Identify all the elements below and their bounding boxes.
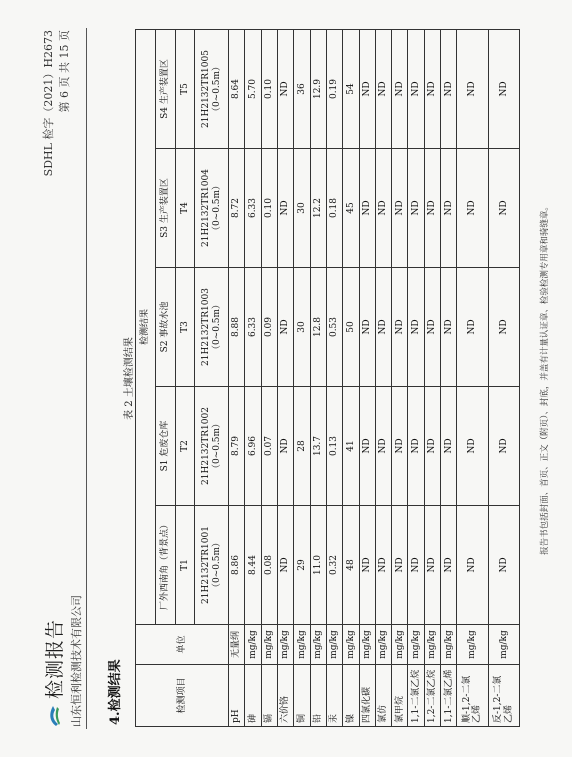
unit-cell: mg/kg — [441, 625, 457, 665]
value-cell: 30 — [294, 149, 310, 268]
value-cell: ND — [359, 387, 375, 506]
unit-cell: mg/kg — [375, 625, 391, 665]
value-cell: 0.13 — [326, 387, 342, 506]
table-caption: 表 2 土壤检测结果 — [124, 337, 135, 420]
table-row — [229, 30, 245, 727]
value-cell: 8.44 — [245, 506, 261, 625]
value-cell: ND — [441, 387, 457, 506]
value-cell: ND — [424, 149, 440, 268]
value-cell: ND — [488, 387, 519, 506]
value-cell: ND — [441, 268, 457, 387]
unit-cell: mg/kg — [245, 625, 261, 665]
value-cell: ND — [457, 387, 488, 506]
item-name: 顺-1,2-二氯乙烯 — [457, 665, 488, 727]
value-cell: ND — [457, 149, 488, 268]
header-unit: 单位 — [136, 625, 229, 665]
item-name: 四氯化碳 — [359, 665, 375, 727]
item-name: 汞 — [326, 665, 342, 727]
value-cell: ND — [441, 149, 457, 268]
value-cell: 50 — [343, 268, 359, 387]
header-row-codes — [176, 30, 195, 727]
item-name: 镍 — [343, 665, 359, 727]
value-cell: ND — [488, 149, 519, 268]
sample-depth: （0~0.5m） — [211, 537, 222, 593]
unit-cell: mg/kg — [294, 625, 310, 665]
value-cell: 0.32 — [326, 506, 342, 625]
table-row — [326, 30, 342, 727]
value-cell: ND — [488, 30, 519, 149]
value-cell: ND — [424, 387, 440, 506]
value-cell: ND — [408, 268, 424, 387]
value-cell: 12.8 — [310, 268, 326, 387]
value-cell: ND — [424, 506, 440, 625]
unit-cell: mg/kg — [408, 625, 424, 665]
item-name: 氯仿 — [375, 665, 391, 727]
company-name: 山东恒利检测技术有限公司 — [70, 595, 83, 727]
item-name: 镉 — [261, 665, 277, 727]
value-cell: ND — [375, 387, 391, 506]
value-cell: ND — [408, 149, 424, 268]
header-logo — [40, 619, 67, 727]
sample-number: 21H2132TR1004 — [201, 169, 212, 247]
value-cell: 6.33 — [245, 149, 261, 268]
header-divider — [86, 28, 87, 729]
value-cell: ND — [441, 30, 457, 149]
sample-cell — [195, 268, 229, 387]
value-cell: ND — [359, 30, 375, 149]
value-cell: ND — [359, 268, 375, 387]
value-cell: 6.96 — [245, 387, 261, 506]
value-cell: ND — [277, 268, 293, 387]
table-row — [310, 30, 326, 727]
soil-results-table — [135, 29, 520, 727]
value-cell: ND — [375, 268, 391, 387]
value-cell: ND — [277, 387, 293, 506]
table-row — [245, 30, 261, 727]
value-cell: 36 — [294, 30, 310, 149]
value-cell: ND — [392, 30, 408, 149]
value-cell: ND — [408, 387, 424, 506]
table-row — [277, 30, 293, 727]
site-code: T5 — [176, 30, 195, 149]
value-cell: 11.0 — [310, 506, 326, 625]
site-code: T1 — [176, 506, 195, 625]
item-name: 反-1,2-二氯乙烯 — [488, 665, 519, 727]
value-cell: ND — [359, 149, 375, 268]
report-number: SDHL 检字（2021）H2673 — [42, 30, 55, 177]
value-cell: ND — [408, 506, 424, 625]
site-code: T2 — [176, 387, 195, 506]
header-row-group — [136, 30, 156, 727]
table-row — [408, 30, 424, 727]
value-cell: 0.08 — [261, 506, 277, 625]
sample-cell — [195, 149, 229, 268]
sample-cell — [195, 506, 229, 625]
value-cell: ND — [457, 506, 488, 625]
value-cell: 13.7 — [310, 387, 326, 506]
value-cell: ND — [488, 268, 519, 387]
unit-cell: mg/kg — [359, 625, 375, 665]
value-cell: ND — [408, 30, 424, 149]
value-cell: ND — [392, 506, 408, 625]
value-cell: 0.10 — [261, 149, 277, 268]
value-cell: 0.09 — [261, 268, 277, 387]
site-code: T3 — [176, 268, 195, 387]
value-cell: 8.86 — [229, 506, 245, 625]
value-cell: 0.10 — [261, 30, 277, 149]
value-cell: ND — [359, 506, 375, 625]
sample-number: 21H2132TR1003 — [201, 288, 212, 366]
item-name: 1,1-二氯乙烯 — [441, 665, 457, 727]
value-cell: ND — [375, 149, 391, 268]
value-cell: 0.19 — [326, 30, 342, 149]
company-logo-icon — [47, 705, 61, 727]
value-cell: 45 — [343, 149, 359, 268]
item-name: 铜 — [294, 665, 310, 727]
value-cell: ND — [424, 30, 440, 149]
unit-cell: mg/kg — [343, 625, 359, 665]
site-name: S2 事故水池 — [156, 268, 176, 387]
header-item: 检测项目 — [136, 665, 229, 727]
site-code: T4 — [176, 149, 195, 268]
unit-cell: mg/kg — [457, 625, 488, 665]
sample-cell — [195, 387, 229, 506]
table-row — [343, 30, 359, 727]
site-name: S3 生产装置区 — [156, 149, 176, 268]
value-cell: 54 — [343, 30, 359, 149]
value-cell: 48 — [343, 506, 359, 625]
table-row — [392, 30, 408, 727]
table-row — [457, 30, 488, 727]
value-cell: ND — [424, 268, 440, 387]
item-name: pH — [229, 665, 245, 727]
sample-depth: （0~0.5m） — [211, 299, 222, 355]
item-name: 砷 — [245, 665, 261, 727]
sample-number: 21H2132TR1001 — [201, 526, 212, 604]
item-name: 铅 — [310, 665, 326, 727]
site-name: S1 危废仓库 — [156, 387, 176, 506]
sample-number: 21H2132TR1002 — [201, 407, 212, 485]
site-name: 厂外西南角（背景点） — [156, 506, 176, 625]
item-name: 1,2-二氯乙烷 — [424, 665, 440, 727]
value-cell: 0.07 — [261, 387, 277, 506]
value-cell: 5.70 — [245, 30, 261, 149]
value-cell: ND — [392, 268, 408, 387]
value-cell: ND — [392, 387, 408, 506]
header-group: 检测结果 — [136, 30, 156, 625]
table-row — [261, 30, 277, 727]
sample-number: 21H2132TR1005 — [201, 50, 212, 128]
item-name: 六价铬 — [277, 665, 293, 727]
header-row-sites — [156, 30, 176, 727]
value-cell: 6.33 — [245, 268, 261, 387]
value-cell: 28 — [294, 387, 310, 506]
footer-note: 报告书包括封面、首页、正文（附页）、封底，并盖有计量认证章、检验检测专用章和骑缝章。 — [540, 202, 550, 555]
value-cell: 8.72 — [229, 149, 245, 268]
value-cell: ND — [277, 149, 293, 268]
unit-cell: mg/kg — [310, 625, 326, 665]
item-name: 氯甲烷 — [392, 665, 408, 727]
table-row — [294, 30, 310, 727]
value-cell: 29 — [294, 506, 310, 625]
sample-depth: （0~0.5m） — [211, 61, 222, 117]
logo-text: 检测报告 — [44, 618, 66, 699]
unit-cell: mg/kg — [326, 625, 342, 665]
value-cell: 12.9 — [310, 30, 326, 149]
table-row — [488, 30, 519, 727]
value-cell: ND — [488, 506, 519, 625]
site-name: S4 生产装置区 — [156, 30, 176, 149]
table-row — [359, 30, 375, 727]
value-cell: ND — [392, 149, 408, 268]
sample-depth: （0~0.5m） — [211, 418, 222, 474]
header-row-samples — [195, 30, 229, 727]
item-name: 1,1-二氯乙烷 — [408, 665, 424, 727]
unit-cell: mg/kg — [392, 625, 408, 665]
table-row — [441, 30, 457, 727]
unit-cell: 无量纲 — [229, 625, 245, 665]
value-cell: 12.2 — [310, 149, 326, 268]
value-cell: 30 — [294, 268, 310, 387]
section-title: 4.检测结果 — [108, 659, 123, 725]
unit-cell: mg/kg — [424, 625, 440, 665]
value-cell: 0.53 — [326, 268, 342, 387]
unit-cell: mg/kg — [277, 625, 293, 665]
unit-cell: mg/kg — [488, 625, 519, 665]
unit-cell: mg/kg — [261, 625, 277, 665]
value-cell: ND — [441, 506, 457, 625]
value-cell: 41 — [343, 387, 359, 506]
table-row — [375, 30, 391, 727]
page-info: 第 6 页 共 15 页 — [58, 30, 71, 113]
value-cell: ND — [277, 30, 293, 149]
value-cell: 8.79 — [229, 387, 245, 506]
sample-depth: （0~0.5m） — [211, 180, 222, 236]
value-cell: 0.18 — [326, 149, 342, 268]
value-cell: 8.88 — [229, 268, 245, 387]
sample-cell — [195, 30, 229, 149]
value-cell: ND — [375, 506, 391, 625]
value-cell: ND — [375, 30, 391, 149]
table-row — [424, 30, 440, 727]
value-cell: ND — [457, 30, 488, 149]
value-cell: ND — [457, 268, 488, 387]
value-cell: ND — [277, 506, 293, 625]
value-cell: 8.64 — [229, 30, 245, 149]
